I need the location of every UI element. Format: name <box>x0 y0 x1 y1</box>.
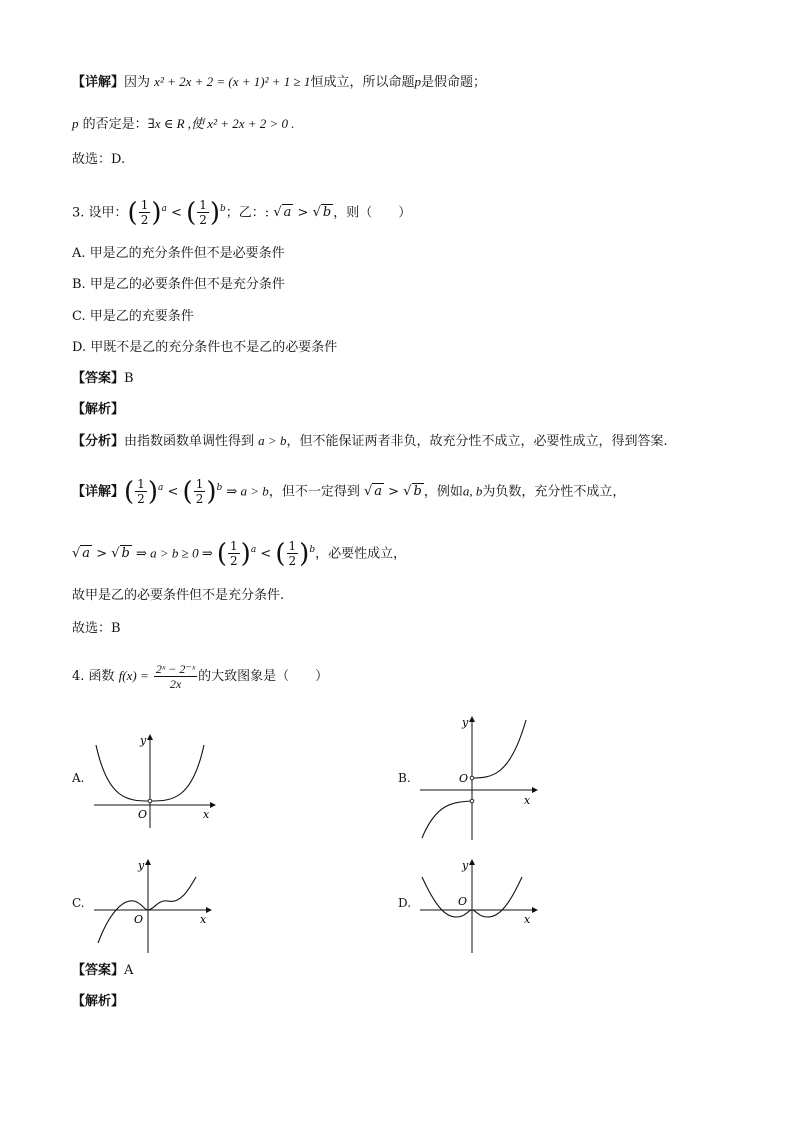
graph-label-d: D. <box>398 896 412 910</box>
y-label: y <box>138 859 145 872</box>
option-b: B. 甲是乙的必要条件但不是充分条件 <box>72 277 285 292</box>
graph-c <box>88 855 218 955</box>
y-axis-arrow <box>145 859 151 865</box>
question-4: 4. 函数 f(x) = $\frac{\text{2ˣ − 2⁻ˣ}}{2x}$ 的大致图象是（ ） <box>72 662 329 691</box>
hollow-point-bottom <box>470 799 474 803</box>
fenxi-tag: 【分析】 <box>72 434 125 449</box>
x-label: x <box>524 794 531 807</box>
choose-line <box>72 150 125 170</box>
question-prefix: 3. 设甲： <box>72 205 128 221</box>
math-var: p <box>414 74 421 89</box>
y-label: y <box>140 734 147 747</box>
sqrt-b: √ b <box>312 205 332 221</box>
text: 的否定是： <box>82 117 148 132</box>
option-d: D. 甲既不是乙的充分条件也不是乙的必要条件 <box>72 340 338 355</box>
graph-b <box>414 712 544 842</box>
curve-right <box>472 720 526 778</box>
math-expression: ∃x ∈ R ,使 x² + 2x + 2 > 0 . <box>147 116 295 131</box>
math-var: p <box>72 116 79 131</box>
text: 是假命题； <box>420 75 486 90</box>
origin-label: O <box>458 895 468 908</box>
answer-line <box>72 369 134 389</box>
choose-line-q3: 故选：B <box>72 621 121 636</box>
detail-line-1 <box>72 72 486 93</box>
y-axis-arrow <box>147 734 153 740</box>
graph-a <box>88 730 218 830</box>
y-axis-arrow <box>469 716 475 722</box>
sqrt-a: √ a <box>273 205 292 221</box>
text: 恒成立，所以命题 <box>310 75 415 90</box>
answer-value: B <box>124 371 134 386</box>
graph-label-a: A. <box>72 771 85 785</box>
analysis-tag-q4: 【解析】 <box>72 994 125 1009</box>
graph-label-b: B. <box>398 771 411 785</box>
negation-line <box>72 114 295 135</box>
graph-d <box>414 855 544 955</box>
x-axis-arrow <box>532 907 538 913</box>
x-label: x <box>203 808 210 821</box>
detail-line-q3: 【详解】( $\frac{1}{2}$ )$^a$ < ( $\frac{1}{2}$ )$^b$ ⇒ a > b，但不一定得到 √ a > √ b ，例如a, b为负数，充分性不成立， <box>72 476 626 507</box>
fenxi-line: 【分析】由指数函数单调性得到 a > b，但不能保证两者非负，故充分性不成立，必要性成立，得到答案. <box>72 433 668 449</box>
origin-label: O <box>138 808 148 821</box>
analysis-tag: 【解析】 <box>72 402 125 417</box>
option-c: C. 甲是乙的充要条件 <box>72 309 194 324</box>
x-axis-arrow <box>210 802 216 808</box>
origin-label: O <box>134 913 144 926</box>
detail-line-q3-2: √ a > √ b ⇒ a > b ≥ 0 ⇒ ( $\frac{1}{2}$ )$^a$ < ( $\frac{1}{2}$ )$^b$，必要性成立， <box>72 538 407 569</box>
y-label: y <box>462 716 469 729</box>
detail-tag: 【详解】 <box>72 484 125 500</box>
curve-left <box>422 801 472 838</box>
conclusion-line: 故甲是乙的必要条件但不是充分条件. <box>72 588 285 603</box>
question-3: 3. 设甲：( $\frac{1}{2}$ )$^a$ < ( $\frac{1}{2}$ )$^b$；乙：: √ a > √ b ，则（ ） <box>72 192 411 230</box>
answer-tag: 【答案】 <box>72 371 125 386</box>
detail-tag: 【详解】 <box>72 75 125 90</box>
origin-label: O <box>459 772 469 785</box>
y-axis-arrow <box>469 859 475 865</box>
y-label: y <box>462 859 469 872</box>
option-a: A. 甲是乙的充分条件但不是必要条件 <box>72 246 285 261</box>
math-expression: x² + 2x + 2 = (x + 1)² + 1 ≥ 1 <box>154 74 311 89</box>
text: 因为 <box>124 75 151 90</box>
hollow-point-top <box>470 776 474 780</box>
x-axis-arrow <box>532 787 538 793</box>
x-axis-arrow <box>206 907 212 913</box>
text: 故选：D. <box>72 152 126 167</box>
graph-label-c: C. <box>72 896 85 910</box>
answer-line-q4: 【答案】A <box>72 963 134 978</box>
x-label: x <box>524 913 531 926</box>
x-label: x <box>200 913 207 926</box>
hollow-point <box>148 799 152 803</box>
